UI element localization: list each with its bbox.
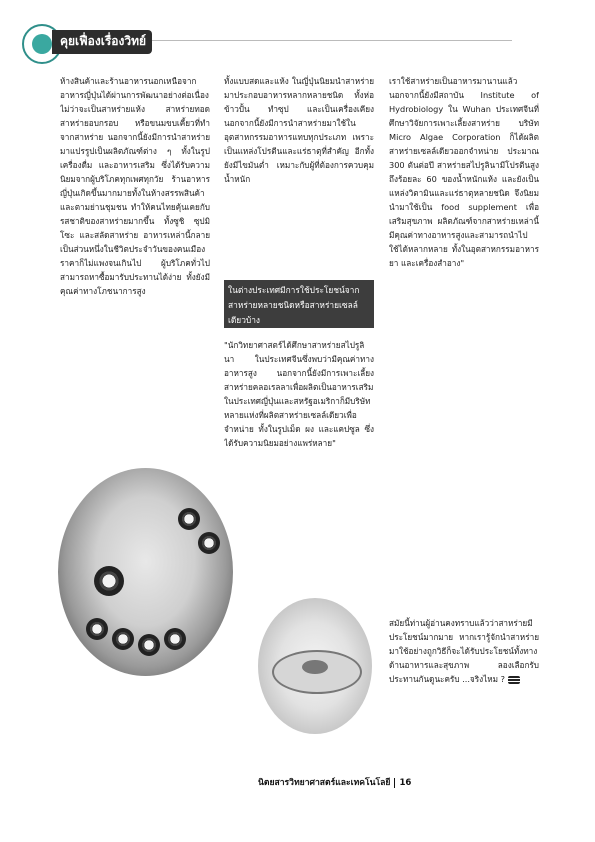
article-quote: "นักวิทยาศาสตร์ได้ศึกษาสาหร่ายสไปรูลินา ในประเทศจีนซึ่งพบว่ามีคุณค่าทางอาหารสูง นอกจากนี้ยังมีการเพาะเลี้ยงสาหร่ายคลอเรลลาเพื่อผลิตเป็นอาหารเสริม ในประเทศญี่ปุ่นและสหรัฐอเมริกาก็มีบริษัทหลายแห่งที่ผลิตสาหร่ายเซลล์เดียวเพื่อจำหน่าย ทั้งในรูปเม็ด ผง และแคปซูล ซึ่งได้รับความนิยมอย่างแพร่หลาย": [224, 340, 374, 448]
magazine-name: นิตยสารวิทยาศาสตร์และเทคโนโลยี: [258, 778, 391, 788]
rose-garnish-icon: [94, 566, 124, 596]
header-rule: [152, 40, 512, 41]
sushi-roll-icon: [138, 634, 160, 656]
article-column-1: ห้างสินค้าและร้านอาหารนอกเหนือจากอาหารญี่ปุ่นได้ผ่านการพัฒนาอย่างต่อเนื่อง ไม่ว่าจะเป็นสาหร่ายแห้ง สาหร่ายทอด สาหร่ายอบกรอบ หรือขนมขบเคี้ยวที่ทำจากสาหร่าย นอกจากนี้ยังมีการนำสาหร่ายมาแปรรูปเป็นผลิตภัณฑ์ต่าง ๆ ทั้งในรูปเครื่องดื่ม และอาหารเสริม ซึ่งได้รับความนิยมจากผู้บริโภคทุกเพศทุกวัย ร้านอาหารญี่ปุ่นเกิดขึ้นมากมายทั้งในห้างสรรพสินค้าและตามย่านชุมชน ทำให้คนไทยคุ้นเคยกับรสชาติของสาหร่ายมากขึ้น ทั้งซูชิ ซุปมิโซะ และสลัดสาหร่าย อาหารเหล่านี้กลายเป็นส่วนหนึ่งในชีวิตประจำวันของคนเมือง ราคาก็ไม่แพงจนเกินไป ผู้บริโภคทั่วไปสามารถหาซื้อมารับประทานได้ง่าย ทั้งยังมีคุณค่าทางโภชนาการสูง: [60, 76, 210, 296]
footer-divider: [394, 778, 395, 788]
seaweed-soup-photo: [258, 598, 372, 734]
page-footer: [258, 775, 412, 789]
article-column-3: เราใช้สาหร่ายเป็นอาหารมานานแล้ว นอกจากนี้ยังมีสถาบัน Institute of Hydrobiology ใน Wuhan ประเทศจีนที่ศึกษาวิจัยการเพาะเลี้ยงสาหร่าย บริษัท Micro Algae Corporation ก็ได้ผลิตสาหร่ายเซลล์เดียวออกจำหน่าย ประมาณ 300 ตันต่อปี สาหร่ายสไปรูลินามีโปรตีนสูงถึงร้อยละ 60 ของน้ำหนักแห้ง และยังเป็นแหล่งวิตามินและแร่ธาตุหลายชนิด จึงนิยมนำมาใช้เป็น food supplement เพื่อเสริมสุขภาพ ผลิตภัณฑ์จากสาหร่ายเหล่านี้มีคุณค่าทางอาหารสูงและสามารถนำไปใช้ได้หลากหลาย ทั้งในอุตสาหกรรมอาหาร ยา และเครื่องสำอาง": [389, 76, 539, 268]
section-header: [0, 22, 595, 62]
article-closing: [389, 616, 539, 756]
end-mark-icon: [508, 676, 520, 684]
seaweed-garnish-icon: [302, 660, 328, 674]
section-title: คุยเฟื่องเรื่องวิทย์: [60, 34, 147, 48]
sushi-roll-icon: [164, 628, 186, 650]
sushi-roll-icon: [198, 532, 220, 554]
sushi-roll-icon: [178, 508, 200, 530]
article-column-2: ทั้งแบบสดและแห้ง ในญี่ปุ่นนิยมนำสาหร่ายมาประกอบอาหารหลากหลายชนิด ทั้งห่อข้าวปั้น ทำซุป และเป็นเครื่องเคียง นอกจากนี้ยังมีการนำสาหร่ายมาใช้ในอุตสาหกรรมอาหารแทบทุกประเภท เพราะเป็นแหล่งโปรตีนและแร่ธาตุที่สำคัญ อีกทั้งยังมีไขมันต่ำ เหมาะกับผู้ที่ต้องการควบคุมน้ำหนัก: [224, 76, 374, 184]
article-closing-text: สมัยนี้ท่านผู้อ่านคงทราบแล้วว่าสาหร่ายมีประโยชน์มากมาย หากเรารู้จักนำสาหร่ายมาใช้อย่างถูกวิธีก็จะได้รับประโยชน์ทั้งทางด้านอาหารและสุขภาพ ลองเลือกรับประทานกันดูนะครับ ...จริงไหม ?: [389, 618, 539, 684]
sushi-roll-icon: [86, 618, 108, 640]
article-subheading: ในต่างประเทศมีการใช้ประโยชน์จากสาหร่ายหลายชนิดหรือสาหร่ายเซลล์เดียวบ้าง: [224, 280, 374, 328]
sushi-plate-photo: [58, 468, 233, 676]
sushi-roll-icon: [112, 628, 134, 650]
page-number: 16: [399, 778, 412, 788]
